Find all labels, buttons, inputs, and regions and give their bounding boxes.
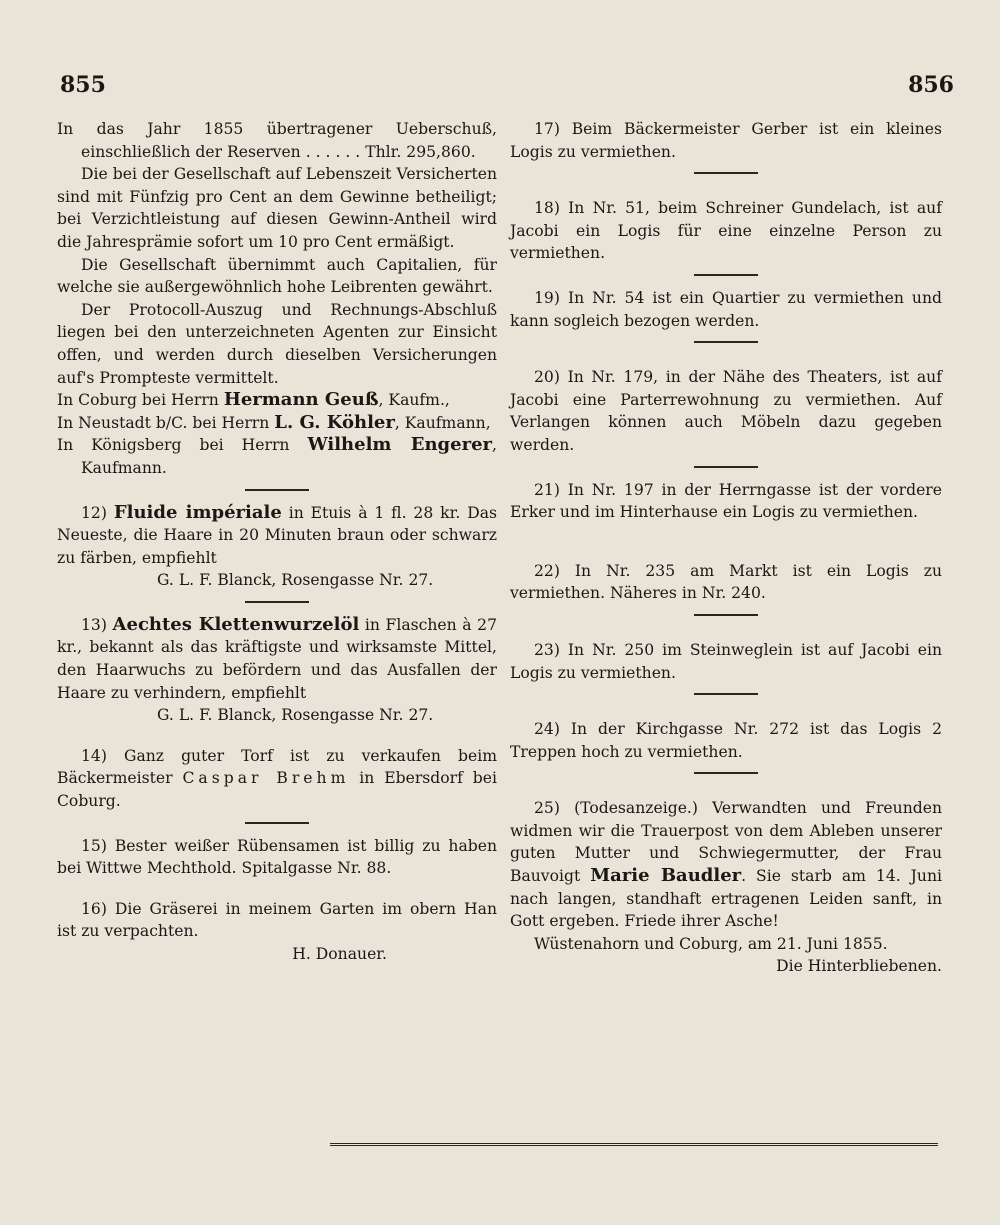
ad-16: 16) Die Gräserei in meinem Garten im obern Han ist zu verpachten. (57, 899, 497, 941)
protocol-paragraph: Der Protocoll-Auszug und Rechnungs-Abschluß liegen bei den unterzeichneten Agenten zur Einsicht offen, und werden durch dieselben Versicherungen auf's Prompteste vermittelt. (57, 300, 497, 387)
footer-double-rule (330, 1143, 938, 1149)
ad-19: 19) In Nr. 54 ist ein Quartier zu vermiethen und kann sogleich bezogen werden. (510, 288, 942, 330)
right-column (510, 118, 942, 978)
ad-22: 22) In Nr. 235 am Markt ist ein Logis zu vermiethen. Näheres in Nr. 240. (510, 561, 942, 603)
ad-title: Fluide impériale (113, 501, 282, 523)
ad-name: Caspar Brehm (182, 769, 350, 788)
ad-13-signature: G. L. F. Blanck, Rosengasse Nr. 27. (157, 706, 434, 725)
ad-15: 15) Bester weißer Rübensamen ist billig zu haben bei Wittwe Mechthold. Spitalgasse Nr. 88. (57, 836, 497, 878)
ad-17: 17) Beim Bäckermeister Gerber ist ein kleines Logis zu vermiethen. (510, 120, 942, 161)
agent-name: Wilhelm Engerer (307, 434, 493, 456)
ad-21: 21) In Nr. 197 in der Herrngasse ist der vordere Erker und im Hinterhause ein Logis zu vermiethen. (510, 480, 942, 522)
separator-rule (245, 822, 309, 824)
separator-rule (694, 172, 758, 174)
capital-paragraph: Die Gesellschaft übernimmt auch Capitalien, für welche sie außergewöhnlich hohe Leibrenten gewährt. (57, 255, 497, 297)
ad-16-signature: H. Donauer. (292, 945, 387, 963)
ad-25-signature: Die Hinterbliebenen. (776, 957, 942, 976)
separator-rule (694, 274, 758, 276)
agent-koenigsberg: In Königsberg bei Herrn Wilhelm Engerer, Kaufmann. (57, 434, 497, 477)
ad-14: 14) Ganz guter Torf ist zu verkaufen beim Bäckermeister Caspar Brehm in Ebersdorf bei Coburg. (57, 746, 497, 811)
page-number-left: 855 (60, 72, 106, 98)
agent-neustadt: In Neustadt b/C. bei Herrn L. G. Köhler, Kaufmann, (57, 411, 491, 433)
separator-rule (694, 693, 758, 695)
ad-18: 18) In Nr. 51, beim Schreiner Gundelach, ist auf Jacobi ein Logis für eine einzelne Person zu vermiethen. (510, 199, 942, 263)
ad-24: 24) In der Kirchgasse Nr. 272 ist das Logis 2 Treppen hoch zu vermiethen. (510, 720, 942, 761)
separator-rule (694, 772, 758, 774)
agent-name: L. G. Köhler (274, 411, 395, 433)
agent-name: Hermann Geuß (223, 389, 379, 411)
profit-paragraph: Die bei der Gesellschaft auf Lebenszeit Versicherten sind mit Fünfzig pro Cent an dem Gewinne betheiligt; bei Verzichtleistung auf diesen Gewinn-Antheil wird die Jahresprämie sofort um 10 pro Cent ermäßigt. (57, 165, 497, 251)
agent-coburg: In Coburg bei Herrn Hermann Geuß, Kaufm., (57, 389, 450, 411)
ad-title: Aechtes Klettenwurzelöl (112, 613, 360, 635)
surplus-line (57, 118, 497, 163)
surplus-amount: Thlr. 295,860. (365, 142, 476, 161)
ad-20: 20) In Nr. 179, in der Nähe des Theaters, ist auf Jacobi eine Parterrewohnung zu vermiethen. Auf Verlangen können auch Möbeln dazu gegeben werden. (510, 368, 942, 454)
separator-rule (245, 601, 309, 603)
ad-25-place-date: Wüstenahorn und Coburg, am 21. Juni 1855. (534, 934, 888, 953)
separator-rule (694, 341, 758, 343)
separator-rule (245, 489, 309, 491)
left-column (57, 118, 497, 966)
surplus-text: In das Jahr 1855 übertragener Ueberschuß, einschließlich der Reserven (57, 120, 497, 161)
ad-25-death-notice: 25) (Todesanzeige.) Verwandten und Freunden widmen wir die Trauerpost von dem Ableben unserer guten Mutter und Schwiegermutter, der Frau Bauvoigt Marie Baudler. Sie starb am 14. Juni nach langen, standhaft ertragenen Leiden sanft, in Gott ergeben. Friede ihrer Asche! (510, 799, 942, 931)
separator-rule (694, 614, 758, 616)
ad-23: 23) In Nr. 250 im Steinweglein ist auf Jacobi ein Logis zu vermiethen. (510, 640, 942, 682)
deceased-name: Marie Baudler (590, 865, 742, 887)
ad-13: 13) Aechtes Klettenwurzelöl in Flaschen à 27 kr., bekannt als das kräftigste und wirksamste Mittel, den Haarwuchs zu befördern und das Ausfallen der Haare zu verhindern, empfiehlt (57, 613, 497, 702)
ad-12-signature: G. L. F. Blanck, Rosengasse Nr. 27. (157, 571, 434, 590)
ad-12: 12) Fluide impériale in Etuis à 1 fl. 28 kr. Das Neueste, die Haare in 20 Minuten braun oder schwarz zu färben, empfiehlt (57, 501, 497, 567)
page-number-right: 856 (908, 72, 954, 98)
separator-rule (694, 466, 758, 468)
leader-dots: . . . . . . (305, 142, 366, 161)
